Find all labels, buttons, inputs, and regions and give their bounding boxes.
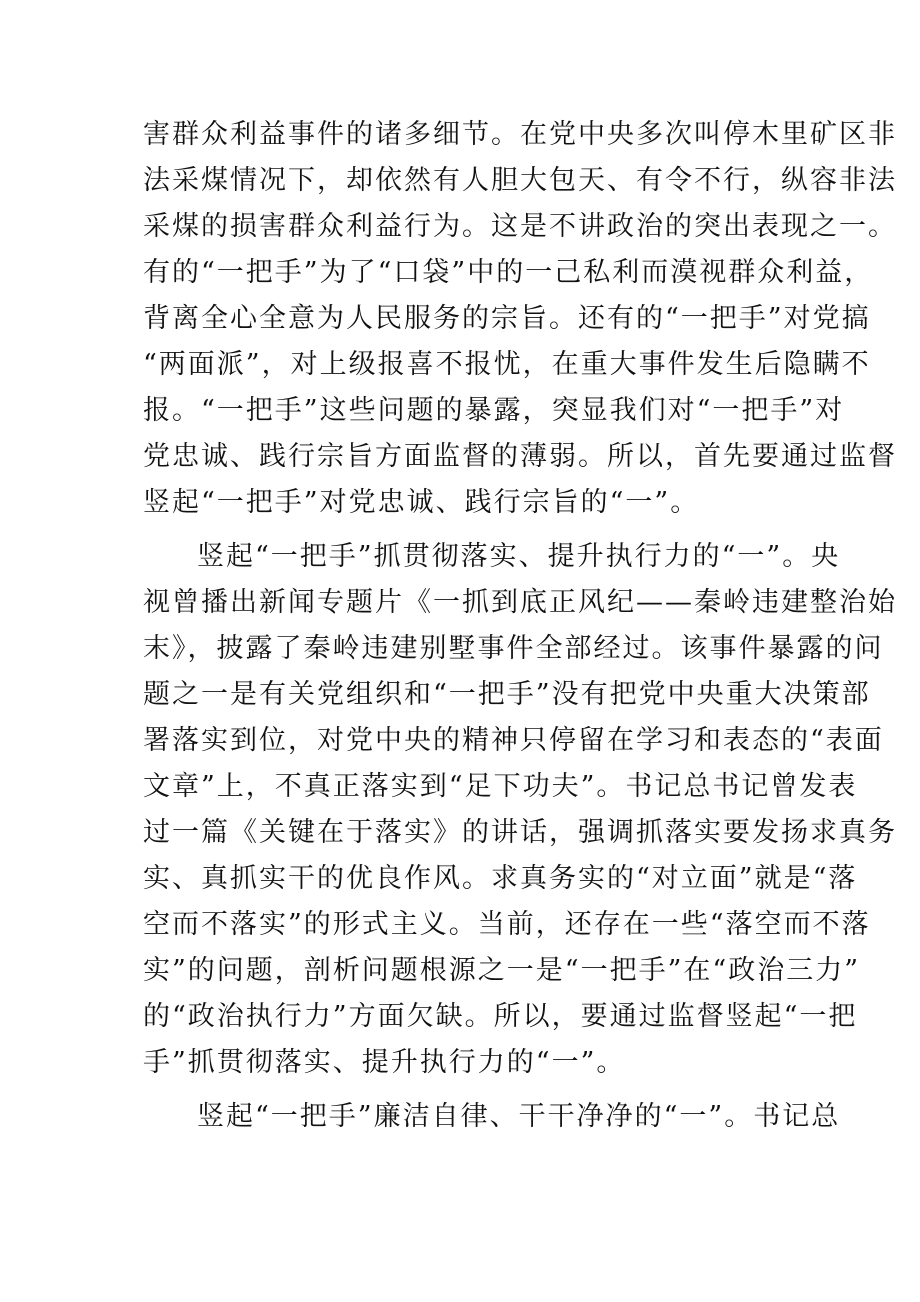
paragraph-1 — [143, 112, 897, 526]
text-line: 实”的问题，剖析问题根源之一是“一把手”在“政治三力” — [143, 955, 861, 986]
text-line: 党忠诚、践行宗旨方面监督的薄弱。所以，首先要通过监督 — [143, 441, 897, 472]
text-line: 法采煤情况下，却依然有人胆大包天、有令不行，纵容非法 — [143, 165, 897, 196]
text-line: 署落实到位，对党中央的精神只停留在学习和表态的“表面 — [143, 725, 884, 756]
paragraph-gap — [143, 1086, 783, 1094]
text-line: 竖起“一把手”抓贯彻落实、提升执行力的“一”。央 — [197, 541, 841, 572]
text-line: “两面派”，对上级报喜不报忧，在重大事件发生后隐瞒不 — [143, 349, 871, 380]
text-line: 有的“一把手”为了“口袋”中的一己私利而漠视群众利益， — [143, 257, 874, 288]
text-line: 手”抓贯彻落实、提升执行力的“一”。 — [143, 1047, 626, 1078]
text-line: 视曾播出新闻专题片《一抓到底正风纪——秦岭违建整治始 — [143, 587, 897, 618]
text-line: 背离全心全意为人民服务的宗旨。还有的“一把手”对党搞 — [143, 303, 871, 334]
text-line: 文章”上，不真正落实到“足下功夫”。书记总书记曾发表 — [143, 771, 858, 802]
text-line: 题之一是有关党组织和“一把手”没有把党中央重大决策部 — [143, 679, 871, 710]
text-line: 过一篇《关键在于落实》的讲话，强调抓落实要发扬求真务 — [143, 817, 897, 848]
text-line: 末》，披露了秦岭违建别墅事件全部经过。该事件暴露的问 — [143, 633, 884, 664]
text-line: 害群众利益事件的诸多细节。在党中央多次叫停木里矿区非 — [143, 119, 897, 150]
paragraph-2 — [143, 534, 897, 1086]
text-line: 的“政治执行力”方面欠缺。所以，要通过监督竖起“一把 — [143, 1001, 858, 1032]
text-line: 空而不落实”的形式主义。当前，还存在一些“落空而不落 — [143, 909, 871, 940]
text-line: 报。“一把手”这些问题的暴露，突显我们对“一把手”对 — [143, 395, 845, 426]
paragraph-gap — [143, 526, 783, 534]
document-body — [143, 112, 897, 1140]
paragraph-3 — [143, 1094, 841, 1140]
text-line: 竖起“一把手”对党忠诚、践行宗旨的“一”。 — [143, 487, 700, 518]
text-line: 采煤的损害群众利益行为。这是不讲政治的突出表现之一。 — [143, 211, 897, 242]
text-line: 实、真抓实干的优良作风。求真务实的“对立面”就是“落 — [143, 863, 858, 894]
text-line: 竖起“一把手”廉洁自律、干干净净的“一”。书记总 — [197, 1101, 841, 1132]
